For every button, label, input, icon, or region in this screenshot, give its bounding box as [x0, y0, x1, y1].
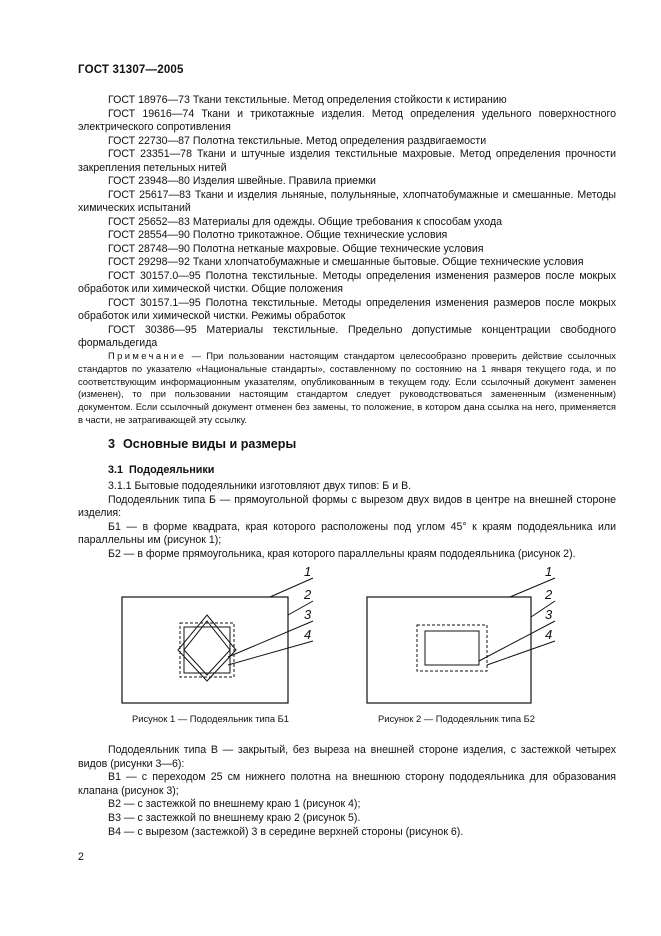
- figure-2-caption: Рисунок 2 — Пододеяльник типа Б2: [378, 713, 536, 724]
- reference-item: ГОСТ 29298—92 Ткани хлопчатобумажные и смешанные бытовые. Общие технические условия: [108, 256, 584, 268]
- body-text-bottom: [78, 744, 616, 839]
- figure-1-label-2: 2: [304, 587, 312, 602]
- figure-1-label-4: 4: [304, 627, 312, 642]
- reference-item: ГОСТ 19616—74 Ткани и трикотажные изделия. Метод определения удельного поверхностного электрического сопротивления: [78, 107, 616, 133]
- reference-item: ГОСТ 25617—83 Ткани и изделия льняные, полульняные, хлопчатобумажные и смешанные. Методы химических испытаний: [78, 188, 616, 214]
- section-title: Основные виды и размеры: [123, 437, 297, 451]
- reference-item: ГОСТ 25652—83 Материалы для одежды. Общие требования к способам ухода: [108, 215, 503, 228]
- paragraph: В1 — с переходом 25 см нижнего полотна на внешнюю сторону пододеяльника для образования клапана (рисунок 3);: [78, 771, 616, 797]
- paragraph: 3.1.1 Бытовые пододеяльники изготовляют двух типов: Б и В.: [108, 480, 412, 492]
- figure-1-label-1: 1: [304, 565, 312, 579]
- subsection-number: 3.1: [108, 464, 124, 476]
- reference-item: ГОСТ 23351—78 Ткани и штучные изделия текстильные махровые. Метод определения прочности закрепления петельных нитей: [78, 148, 616, 174]
- paragraph: Пододеяльник типа Б — прямоугольной формы с вырезом двух видов в центре на внешней стороне изделия:: [78, 493, 616, 520]
- section-heading: [108, 437, 296, 451]
- reference-item: ГОСТ 28554—90 Полотно трикотажное. Общие технические условия: [108, 229, 448, 241]
- reference-item: ГОСТ 30157.1—95 Полотна текстильные. Методы определения изменения размеров после мокрых обработок или химической чистки. Режимы обработок: [78, 296, 616, 322]
- figure-1-caption: Рисунок 1 — Пододеяльник типа Б1: [132, 713, 290, 724]
- paragraph: Пододеяльник типа В — закрытый, без выреза на внешней стороне изделия, с застежкой четырех видов (рисунки 3—6):: [78, 744, 616, 770]
- reference-item: ГОСТ 22730—87 Полотна текстильные. Метод определения раздвигаемости: [108, 134, 487, 147]
- note-text: — При пользовании настоящим стандартом целесообразно проверить действие ссылочных стандартов по указателю «Национальные стандарты», составленному по состоянию на 1 января текущего года, и по соответствующим информационным указателям, опубликованным в текущем году. Если ссылочный документ заменен (изменен), то при пользовании настоящим стандартом следует руководствоваться замененным (измененным) документом. Если ссылочный документ отменен без замены, то положение, в котором дана ссылка на него, применяется в части, не затрагивающей эту ссылку.: [78, 350, 616, 425]
- paragraph: В3 — с застежкой по внешнему краю 2 (рисунок 5).: [108, 811, 361, 824]
- paragraph: Б1 — в форме квадрата, края которого расположены под углом 45° к краям пододеяльника или параллельны им (рисунок 1);: [78, 520, 616, 547]
- paragraph: В4 — с вырезом (застежкой) 3 в середине верхней стороны (рисунок 6).: [108, 825, 464, 838]
- reference-item: ГОСТ 28748—90 Полотна нетканые махровые. Общие технические условия: [108, 242, 484, 255]
- reference-item: ГОСТ 23948—80 Изделия швейные. Правила приемки: [108, 175, 376, 187]
- figure-1-drawing: [110, 565, 330, 710]
- note-label: Примечание: [108, 350, 187, 361]
- page-number: 2: [78, 851, 84, 863]
- figure-2-drawing: [355, 565, 575, 710]
- figure-2-label-3: 3: [545, 607, 553, 622]
- paragraph: Б2 — в форме прямоугольника, края которого параллельны краям пододеяльника (рисунок 2).: [108, 547, 576, 560]
- reference-item: ГОСТ 18976—73 Ткани текстильные. Метод определения стойкости к истиранию: [108, 94, 507, 106]
- note-block: [78, 350, 616, 427]
- figure-2-label-2: 2: [545, 587, 553, 602]
- body-text-top: [78, 480, 616, 562]
- reference-item: ГОСТ 30386—95 Материалы текстильные. Предельно допустимые концентрации свободного формальдегида: [78, 323, 616, 349]
- document-header: ГОСТ 31307—2005: [78, 64, 184, 76]
- figure-2-label-4: 4: [545, 627, 553, 642]
- figure-1-label-3: 3: [304, 607, 312, 622]
- reference-item: ГОСТ 30157.0—95 Полотна текстильные. Методы определения изменения размеров после мокрых обработок или химической чистки. Общие положения: [78, 269, 616, 295]
- subsection-heading: [108, 464, 214, 476]
- references-list: [78, 94, 616, 351]
- subsection-title: Пододеяльники: [129, 464, 215, 476]
- paragraph: В2 — с застежкой по внешнему краю 1 (рисунок 4);: [108, 798, 361, 811]
- figure-2-label-1: 1: [545, 565, 553, 579]
- section-number: 3: [108, 437, 116, 451]
